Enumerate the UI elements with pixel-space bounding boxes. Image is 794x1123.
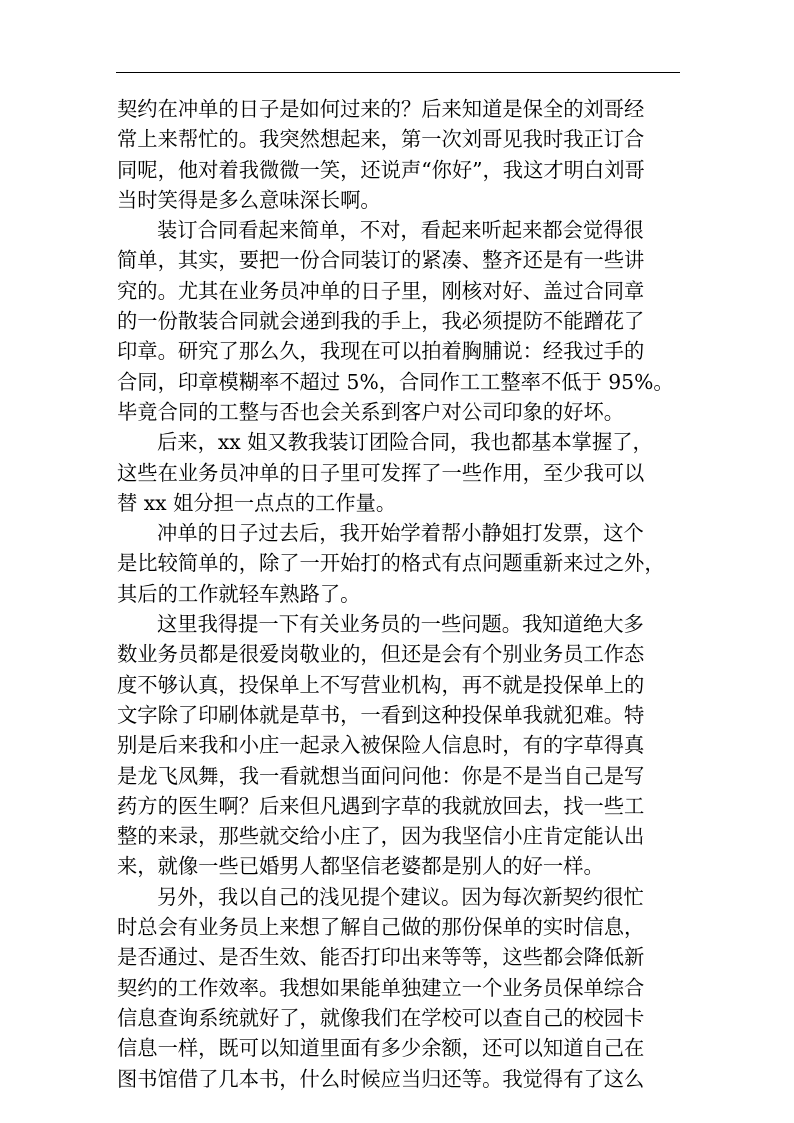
text-line: 简单，其实，要把一份合同装订的紧凑、整齐还是有一些讲: [117, 248, 645, 273]
text-line: 毕竟合同的工整与否也会关系到客户对公司印象的好坏。: [117, 399, 625, 424]
document-body: [117, 94, 677, 1094]
header-rule: [116, 72, 680, 73]
paragraph-first-line: 装订合同看起来简单，不对，看起来听起来都会觉得很: [157, 218, 644, 243]
text-line: 这些在业务员冲单的日子里可发挥了一些作用，至少我可以: [117, 460, 645, 485]
text-line: 文字除了印刷体就是草书，一看到这种投保单我就犯难。特: [117, 702, 645, 727]
text-line: 契约在冲单的日子是如何过来的？后来知道是保全的刘哥经: [117, 97, 645, 121]
text-line: 药方的医生啊？后来但凡遇到字草的我就放回去，找一些工: [117, 793, 645, 818]
text-line: 度不够认真，投保单上不写营业机构，再不就是投保单上的: [117, 672, 645, 697]
text-line: 究的。尤其在业务员冲单的日子里，刚核对好、盖过合同章: [117, 278, 645, 303]
text-line: 图书馆借了几本书，什么时候应当归还等。我觉得有了这么: [117, 1066, 645, 1091]
text-line: 是龙飞凤舞，我一看就想当面问问他：你是不是当自己是写: [117, 763, 645, 788]
text-line: 是否通过、是否生效、能否打印出来等等，这些都会降低新: [117, 945, 645, 970]
paragraph-first-line: 后来，xx 姐又教我装订团险合同，我也都基本掌握了，: [157, 430, 653, 455]
paragraph-first-line: 冲单的日子过去后，我开始学着帮小静姐打发票，这个: [157, 521, 644, 546]
text-line: 数业务员都是很爱岗敬业的，但还是会有个别业务员工作态: [117, 642, 645, 667]
text-line: 信息查询系统就好了，就像我们在学校可以查自己的校园卡: [117, 1005, 645, 1030]
text-line: 替 xx 姐分担一点点的工作量。: [117, 490, 397, 515]
text-line: 其后的工作就轻车熟路了。: [117, 581, 361, 606]
text-line: 来，就像一些已婚男人都坚信老婆都是别人的好一样。: [117, 854, 604, 879]
text-line: 印章。研究了那么久，我现在可以拍着胸脯说：经我过手的: [117, 339, 645, 364]
text-line: 当时笑得是多么意味深长啊。: [117, 187, 381, 212]
text-line: 信息一样，既可以知道里面有多少余额，还可以知道自己在: [117, 1036, 645, 1061]
text-line: 的一份散装合同就会递到我的手上，我必须提防不能蹭花了: [117, 309, 645, 334]
text-line: 常上来帮忙的。我突然想起来，第一次刘哥见我时我正订合: [117, 127, 645, 152]
text-line: 合同，印章模糊率不超过 5%，合同作工工整率不低于 95%。: [117, 369, 674, 394]
text-line: 契约的工作效率。我想如果能单独建立一个业务员保单综合: [117, 975, 645, 1000]
text-line: 整的来录，那些就交给小庄了，因为我坚信小庄肯定能认出: [117, 824, 645, 849]
paragraph-first-line: 这里我得提一下有关业务员的一些问题。我知道绝大多: [157, 612, 644, 637]
text-line: 别是后来我和小庄一起录入被保险人信息时，有的字草得真: [117, 733, 645, 758]
text-line: 同呢，他对着我微微一笑，还说声“你好”，我这才明白刘哥: [117, 157, 645, 182]
paragraph-first-line: 另外，我以自己的浅见提个建议。因为每次新契约很忙: [157, 884, 644, 909]
text-line: 时总会有业务员上来想了解自己做的那份保单的实时信息，: [117, 915, 645, 940]
text-line: 是比较简单的，除了一开始打的格式有点问题重新来过之外，: [117, 551, 665, 576]
